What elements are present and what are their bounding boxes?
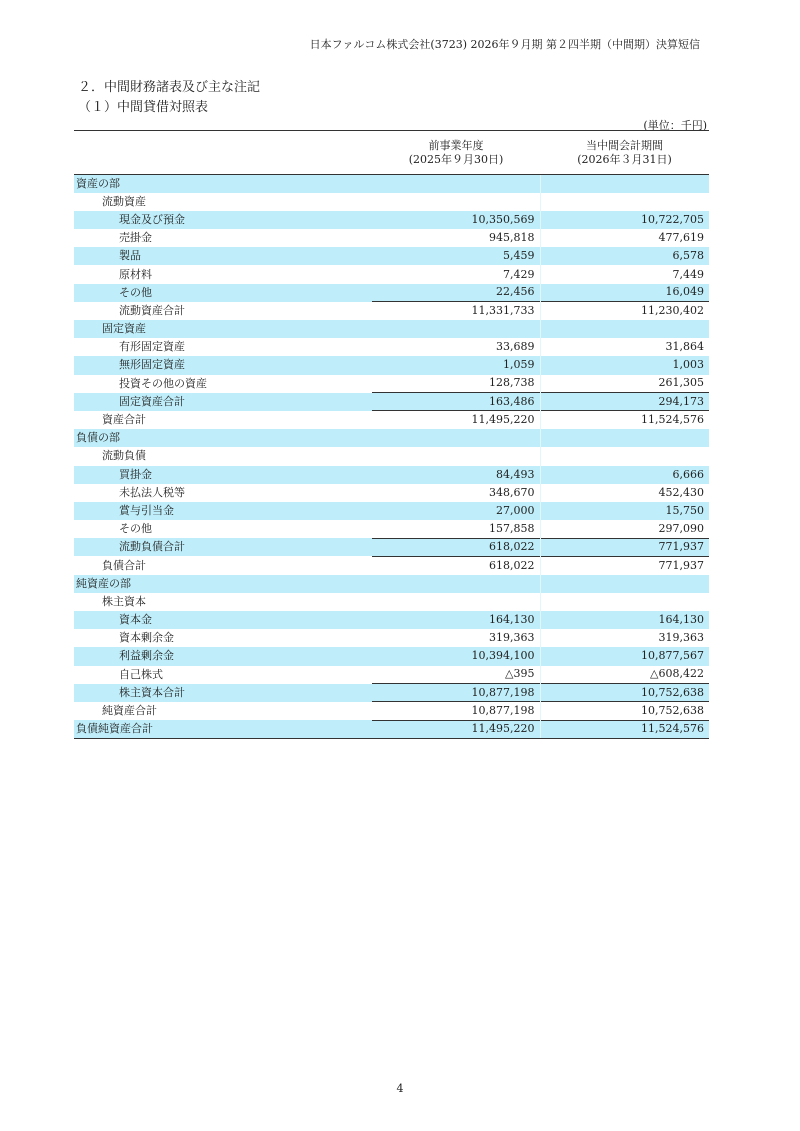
table-row xyxy=(74,520,709,538)
prev-period-value: 5,459 xyxy=(372,247,540,265)
row-label: 現金及び預金 xyxy=(74,211,372,229)
prev-period-value: 22,456 xyxy=(372,284,540,302)
row-label: 資本金 xyxy=(74,611,372,629)
header-prev-line2: (2025年９月30日) xyxy=(408,152,504,166)
row-label: その他 xyxy=(74,284,372,302)
current-period-value: 16,049 xyxy=(540,284,709,302)
table-row xyxy=(74,575,709,593)
prev-period-value: 319,363 xyxy=(489,631,535,645)
prev-period-value: 164,130 xyxy=(372,611,540,629)
current-period-value: 15,750 xyxy=(540,502,709,520)
prev-period-value xyxy=(372,429,540,447)
current-period-value: 452,430 xyxy=(540,484,709,502)
current-period-value: 164,130 xyxy=(540,611,709,629)
prev-period-value xyxy=(372,320,540,338)
header-curr-line2: (2026年３月31日) xyxy=(577,152,672,166)
table-row xyxy=(74,466,709,484)
table-body xyxy=(74,175,709,739)
table-row xyxy=(74,302,709,320)
prev-period-value: △395 xyxy=(505,667,535,681)
prev-period-value: 11,331,733 xyxy=(372,302,540,320)
table-row xyxy=(74,629,709,647)
row-label: 流動負債 xyxy=(102,449,146,463)
prev-period-value: 10,877,198 xyxy=(372,684,540,702)
row-label: 純資産合計 xyxy=(102,704,157,718)
current-period-value xyxy=(540,429,709,447)
prev-period-value xyxy=(372,593,540,611)
prev-period-value: 84,493 xyxy=(372,466,540,484)
current-period-value xyxy=(540,320,709,338)
prev-period-value: 1,059 xyxy=(372,356,540,374)
header-current-period xyxy=(540,131,709,175)
table-row xyxy=(74,611,709,629)
prev-period-value: 11,495,220 xyxy=(372,411,540,429)
table-row xyxy=(74,411,709,429)
table-row xyxy=(74,211,709,229)
row-label: 純資産の部 xyxy=(74,575,372,593)
row-label: 負債純資産合計 xyxy=(74,720,372,738)
current-period-value: 11,524,576 xyxy=(540,411,709,429)
row-label: 固定資産合計 xyxy=(74,393,372,411)
current-period-value: 10,752,638 xyxy=(540,684,709,702)
row-label: 負債の部 xyxy=(74,429,372,447)
current-period-value: 297,090 xyxy=(540,520,709,538)
row-label: 固定資産 xyxy=(74,320,372,338)
current-period-value: 294,173 xyxy=(540,393,709,411)
current-period-value xyxy=(540,593,709,611)
table-row xyxy=(74,502,709,520)
page-number: 4 xyxy=(396,1082,404,1095)
row-label: 株主資本合計 xyxy=(74,684,372,702)
current-period-value xyxy=(540,193,709,211)
row-label: 買掛金 xyxy=(74,466,372,484)
table-row xyxy=(74,647,709,665)
row-label: 自己株式 xyxy=(119,667,163,681)
header-curr-line1: 当中間会計期間 xyxy=(586,138,663,152)
table-row xyxy=(74,356,709,374)
row-label: 負債合計 xyxy=(102,558,146,572)
prev-period-value: 33,689 xyxy=(496,340,535,354)
row-label: 流動資産合計 xyxy=(119,303,185,317)
row-label: 投資その他の資産 xyxy=(119,376,207,390)
current-period-value: 31,864 xyxy=(540,338,709,356)
table-row xyxy=(74,702,709,720)
section-title: ２．中間財務諸表及び主な注記 xyxy=(78,80,261,95)
row-label: 資本剰余金 xyxy=(119,631,174,645)
row-label: 売掛金 xyxy=(119,231,152,245)
prev-period-value: 157,858 xyxy=(489,521,535,535)
table-row xyxy=(74,538,709,556)
current-period-value: 11,524,576 xyxy=(540,720,709,738)
table-row xyxy=(74,393,709,411)
row-label: 流動負債合計 xyxy=(74,538,372,556)
prev-period-value: 27,000 xyxy=(372,502,540,520)
current-period-value: 477,619 xyxy=(540,229,709,247)
table-row xyxy=(74,556,709,574)
row-label: 資産合計 xyxy=(102,413,146,427)
table-row xyxy=(74,229,709,247)
header-prev-period xyxy=(372,131,540,175)
table-row xyxy=(74,338,709,356)
row-label: 製品 xyxy=(74,247,372,265)
prev-period-value: 348,670 xyxy=(489,485,535,499)
current-period-value: △608,422 xyxy=(540,666,709,684)
current-period-value: 319,363 xyxy=(540,629,709,647)
prev-period-value: 10,394,100 xyxy=(372,647,540,665)
table-row xyxy=(74,593,709,611)
row-label: 無形固定資産 xyxy=(74,356,372,374)
table-row xyxy=(74,175,709,193)
prev-period-value xyxy=(372,575,540,593)
row-label: 流動資産 xyxy=(102,194,146,208)
table-header-row xyxy=(74,131,709,175)
current-period-value xyxy=(540,575,709,593)
header-label-cell xyxy=(74,131,372,175)
table-row xyxy=(74,447,709,465)
table-row xyxy=(74,320,709,338)
prev-period-value: 11,495,220 xyxy=(372,720,540,738)
current-period-value: 771,937 xyxy=(540,538,709,556)
row-label: 利益剰余金 xyxy=(74,647,372,665)
row-label: 資産の部 xyxy=(74,175,372,193)
table-row xyxy=(74,429,709,447)
prev-period-value: 7,429 xyxy=(503,267,535,281)
prev-period-value: 128,738 xyxy=(489,376,535,390)
prev-period-value: 618,022 xyxy=(372,538,540,556)
current-period-value: 10,877,567 xyxy=(540,647,709,665)
table-row xyxy=(74,720,709,738)
page-header: 日本ファルコム株式会社(3723) 2026年９月期 第２四半期（中間期）決算短信 xyxy=(309,38,700,51)
prev-period-value xyxy=(372,175,540,193)
table-row xyxy=(74,375,709,393)
current-period-value: 10,752,638 xyxy=(540,702,709,720)
prev-period-value: 945,818 xyxy=(489,231,535,245)
table-row xyxy=(74,193,709,211)
row-label: 未払法人税等 xyxy=(119,485,185,499)
current-period-value: 771,937 xyxy=(540,556,709,574)
current-period-value: 261,305 xyxy=(540,375,709,393)
row-label: 原材料 xyxy=(119,267,152,281)
balance-sheet-table xyxy=(74,130,709,739)
unit-label: (単位：千円) xyxy=(643,119,707,132)
row-label: 有形固定資産 xyxy=(119,340,185,354)
current-period-value: 1,003 xyxy=(540,356,709,374)
current-period-value: 10,722,705 xyxy=(540,211,709,229)
table-row xyxy=(74,284,709,302)
current-period-value xyxy=(540,175,709,193)
prev-period-value xyxy=(372,193,540,211)
table-row xyxy=(74,684,709,702)
current-period-value: 6,666 xyxy=(540,466,709,484)
prev-period-value: 618,022 xyxy=(372,556,540,574)
table-row xyxy=(74,265,709,283)
current-period-value: 11,230,402 xyxy=(540,302,709,320)
prev-period-value xyxy=(372,447,540,465)
current-period-value xyxy=(540,447,709,465)
table-row xyxy=(74,666,709,684)
prev-period-value: 10,877,198 xyxy=(372,702,540,720)
row-label: 株主資本 xyxy=(102,594,146,608)
row-label: 賞与引当金 xyxy=(74,502,372,520)
current-period-value: 6,578 xyxy=(540,247,709,265)
sub-title: （１）中間貸借対照表 xyxy=(78,100,209,115)
header-prev-line1: 前事業年度 xyxy=(428,138,484,152)
prev-period-value: 10,350,569 xyxy=(372,211,540,229)
table-row xyxy=(74,247,709,265)
row-label: その他 xyxy=(119,522,152,536)
table-row xyxy=(74,484,709,502)
current-period-value: 7,449 xyxy=(540,265,709,283)
prev-period-value: 163,486 xyxy=(372,393,540,411)
